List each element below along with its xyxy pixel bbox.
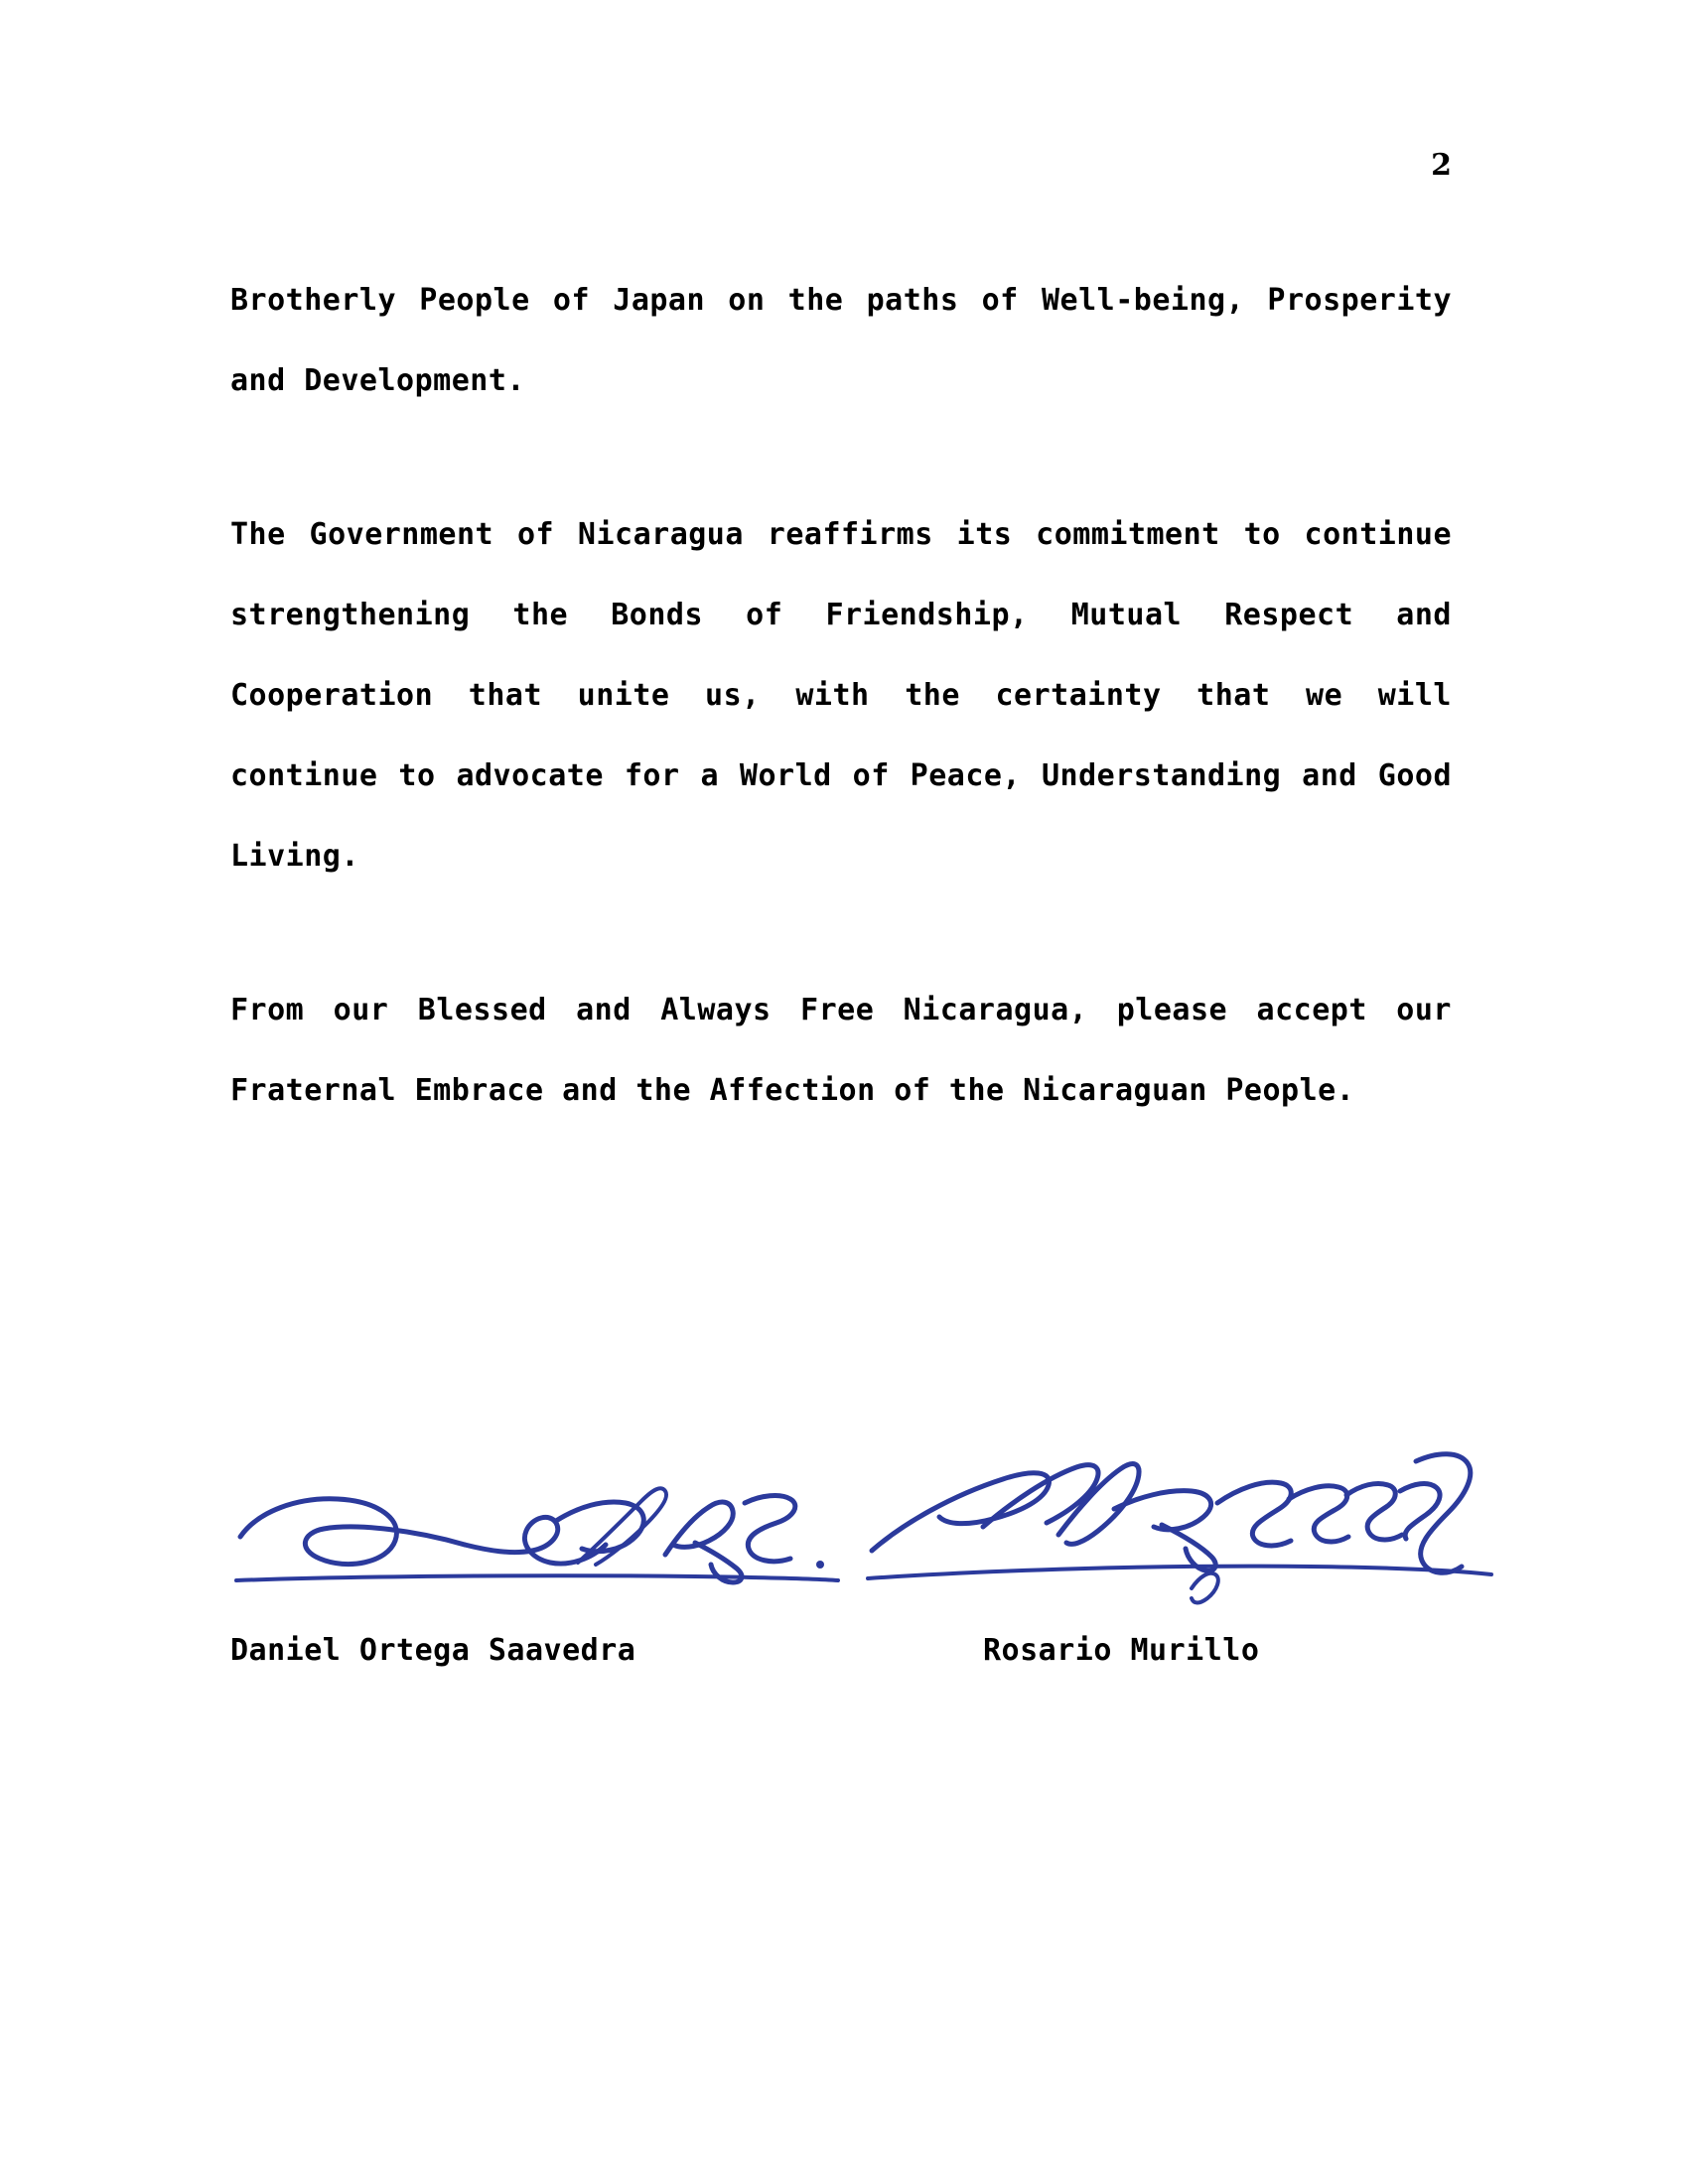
paragraph-2: The Government of Nicaragua reaffirms its commitment to continue strengthening the Bonds of Friendship, Mutual Respect and Cooperation that unite us, with the certainty that we will continue to advocate for a World of Peace, Understanding and Good Living.	[230, 517, 1471, 874]
signature-names	[0, 1633, 1688, 1683]
signature-name-left: Daniel Ortega Saavedra	[230, 1633, 636, 1668]
paragraph-3: From our Blessed and Always Free Nicaragua, please accept our Fraternal Embrace and the Affection of the Nicaraguan People.	[230, 993, 1471, 1108]
signature-name-right: Rosario Murillo	[983, 1633, 1260, 1668]
paragraph-1: Brotherly People of Japan on the paths of Well-being, Prosperity and Development.	[230, 283, 1471, 398]
signature-daniel-ortega	[228, 1459, 844, 1618]
signature-rosario-murillo	[864, 1439, 1499, 1618]
document-body	[230, 260, 1471, 1131]
page-number: 2	[1431, 148, 1452, 183]
